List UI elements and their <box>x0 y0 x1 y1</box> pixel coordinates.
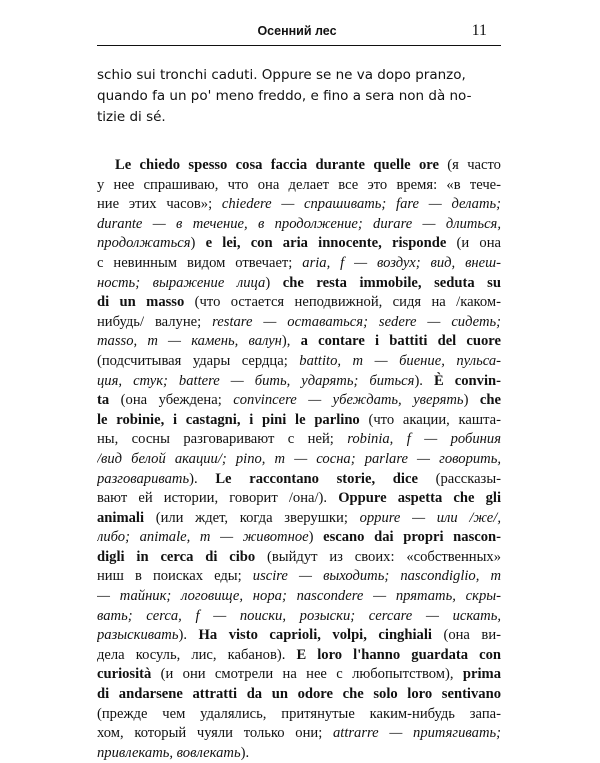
translation-text: (я часто <box>438 157 501 173</box>
vocabulary-note: chiedere — спрашивать; fare — делать; <box>221 196 501 213</box>
vocabulary-note: либо; animale, m — животное <box>97 529 309 546</box>
italian-phrase: E loro l'hanno guardata con <box>296 646 501 663</box>
translation-text: ) <box>463 392 480 409</box>
vocabulary-note: aria, f — воздух; вид, внеш- <box>302 254 501 271</box>
paragraph-line <box>97 372 501 392</box>
translation-text: ) <box>190 235 206 252</box>
italian-phrase: le robinie, i castagni, i pini le parlino <box>97 411 360 428</box>
translation-text: (выйдут из своих: «собственных» <box>255 548 501 565</box>
paragraph-line <box>97 195 501 215</box>
paragraph-line <box>97 470 501 490</box>
paragraph-line <box>97 332 501 352</box>
vocabulary-note: masso, m — камень, валун <box>97 333 282 350</box>
italian-phrase: digli in cerca di cibo <box>97 548 256 565</box>
vocabulary-note: battito, m — биение, пульса- <box>299 352 501 369</box>
translation-text: (что остается неподвижной, сидя на /каком- <box>184 294 501 311</box>
translation-text: ), <box>281 333 301 350</box>
translation-text: (она убеждена; <box>109 392 234 409</box>
paragraph-line <box>97 548 501 568</box>
vocabulary-note: convincere — убеждать, уверять <box>233 392 464 409</box>
vocabulary-note: продолжаться <box>97 235 191 252</box>
page-header <box>97 24 497 46</box>
translation-text: ние этих часов»; <box>97 196 222 213</box>
translation-text: (подсчитывая удары сердца; <box>97 352 300 369</box>
vocabulary-note: ность; выражение лица <box>97 274 266 291</box>
vocabulary-note: разговаривать <box>97 470 190 487</box>
translation-text: хом, который чуяли только они; <box>97 725 333 742</box>
text-line: quando fa un po' meno freddo, e fino a sera non dà no- <box>97 88 472 104</box>
translation-text: с невинным видом отвечает; <box>97 254 303 271</box>
vocabulary-note: oppure — или /же/, <box>359 509 501 526</box>
italian-phrase: Oppure aspetta che gli <box>338 490 501 507</box>
paragraph-line <box>97 665 501 685</box>
paragraph-line <box>97 567 501 587</box>
italian-phrase: che resta immobile, seduta su <box>282 274 501 291</box>
vocabulary-note: — тайник; логовище, нора; nascondere — прятать, скры- <box>97 588 501 605</box>
paragraph-line <box>97 587 501 607</box>
italian-phrase: prima <box>462 666 501 683</box>
paragraph-line <box>97 254 501 274</box>
translation-text: нибудь/ валуне; <box>97 313 213 330</box>
paragraph-line <box>97 528 501 548</box>
paragraph-line <box>97 274 501 294</box>
italian-phrase: Le raccontano storie, dice <box>215 470 418 487</box>
vocabulary-note: вать; cerca, f — поиски, розыски; cercare — искать, <box>97 607 501 624</box>
translation-text: (и они смотрели на нее с любопытством), <box>151 666 463 683</box>
paragraph-line <box>97 156 501 176</box>
paragraph-line <box>97 705 501 725</box>
paragraph-line <box>97 215 501 235</box>
running-title: Осенний лес <box>257 24 337 38</box>
italian-phrase: Le chiedo spesso cosa faccia durante quelle ore <box>115 157 439 173</box>
paragraph-line <box>97 411 501 431</box>
translation-text: (рассказы- <box>417 470 501 487</box>
paragraph-line <box>97 509 501 529</box>
italian-phrase: e lei, con aria innocente, risponde <box>205 235 447 252</box>
paragraph-line <box>97 685 501 705</box>
paragraph-line <box>97 352 501 372</box>
vocabulary-note: /вид белой акации/; pino, m — сосна; parlare — говорить, <box>97 450 501 467</box>
vocabulary-note: robinia, f — робиния <box>347 431 501 448</box>
italian-phrase: di un masso <box>97 294 185 311</box>
page-number: 11 <box>471 22 487 39</box>
vocabulary-note: разыскивать <box>97 627 179 644</box>
vocabulary-note: ция, стук; battere — бить, ударять; биться <box>97 372 415 389</box>
header-divider <box>97 45 501 46</box>
translation-text: (что акации, кашта- <box>359 411 501 428</box>
translation-text: ) <box>265 274 283 291</box>
italian-phrase: È convin- <box>434 372 501 389</box>
translation-text: ). <box>178 627 199 644</box>
paragraph-line <box>97 176 501 196</box>
italian-phrase: a contare i battiti del cuore <box>300 333 501 350</box>
paragraph-line <box>97 234 501 254</box>
paragraph-line <box>97 489 501 509</box>
italian-phrase: che <box>479 392 501 409</box>
italian-phrase: Ha visto caprioli, volpi, cinghiali <box>198 627 432 644</box>
text-line: tizie di sé. <box>97 109 166 125</box>
vocabulary-note: restare — оставаться; sedere — сидеть; <box>212 313 501 330</box>
italian-continuation-text <box>97 65 501 128</box>
translation-text: ). <box>189 470 216 487</box>
translation-text: (и она <box>446 235 501 252</box>
vocabulary-note: durante — в течение, в продолжение; durare — длиться, <box>97 215 501 232</box>
italian-phrase: ta <box>97 392 110 409</box>
paragraph-line <box>97 391 501 411</box>
translation-text: (или ждет, когда зверушки; <box>144 509 360 526</box>
translation-text: у нее спрашиваю, что она делает все это время: «в тече- <box>97 176 501 193</box>
italian-phrase: curiosità <box>97 666 152 683</box>
paragraph-line <box>97 724 501 744</box>
vocabulary-note: привлекать, вовлекать <box>97 744 241 761</box>
vocabulary-note: attrarre — притягивать; <box>332 725 501 742</box>
translation-text: дела косуль, лис, кабанов). <box>97 646 297 663</box>
paragraph-line <box>97 450 501 470</box>
translation-text: ны, сосны разговаривают с ней; <box>97 431 348 448</box>
paragraph-line <box>97 626 501 646</box>
paragraph-line <box>97 607 501 627</box>
translation-text: ). <box>240 744 250 761</box>
paragraph-line <box>97 293 501 313</box>
translation-text: (она ви- <box>431 627 501 644</box>
translation-text: (прежде чем удалялись, притянутые каким-нибудь запа- <box>97 705 501 722</box>
italian-phrase: di andarsene attratti da un odore che solo loro sentivano <box>97 686 501 703</box>
vocabulary-note: uscire — выходить; nascondiglio, m <box>252 568 501 585</box>
paragraph-line <box>97 313 501 333</box>
paragraph-line <box>97 646 501 666</box>
translation-text: ниш в поисках еды; <box>97 568 253 585</box>
translation-text: вают ей истории, говорит /она/). <box>97 490 339 507</box>
paragraph-line <box>97 744 501 763</box>
italian-phrase: animali <box>97 509 145 526</box>
text-line: schio sui tronchi caduti. Oppure se ne va dopo pranzo, <box>97 67 466 83</box>
bilingual-paragraph <box>97 156 501 763</box>
italian-phrase: escano dai propri nascon- <box>323 529 501 546</box>
paragraph-line <box>97 430 501 450</box>
translation-text: ). <box>414 372 434 389</box>
translation-text: ) <box>308 529 324 546</box>
